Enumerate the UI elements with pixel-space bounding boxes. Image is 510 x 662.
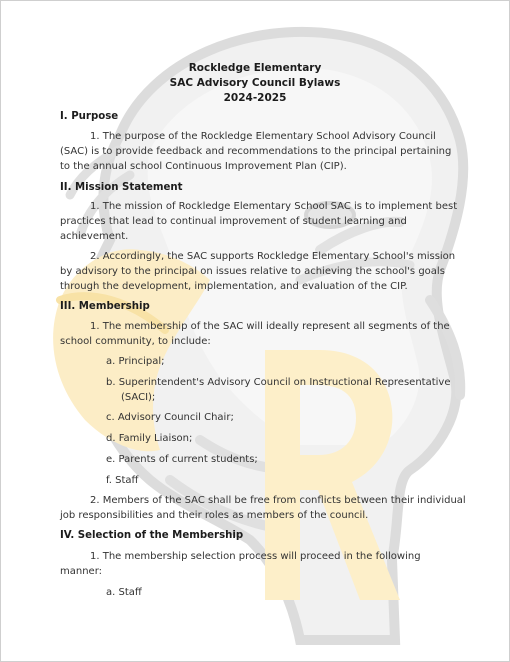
paragraph-line: through the development, implementation, and evaluation of the CIP.	[60, 281, 408, 292]
paragraph-line: (SAC) is to provide feedback and recommendations to the principal pertaining	[60, 146, 452, 157]
paragraph-line: 1. The purpose of the Rockledge Elementary School Advisory Council	[90, 131, 436, 142]
paragraph-line: 1. The membership of the SAC will ideally represent all segments of the	[90, 321, 450, 332]
list-item: (SACI);	[121, 392, 156, 403]
section-heading-selection: IV. Selection of the Membership	[60, 530, 244, 541]
paragraph-line: 1. The mission of Rockledge Elementary School SAC is to implement best	[90, 201, 458, 212]
paragraph-line: achievement.	[60, 231, 129, 242]
paragraph-line: manner:	[60, 566, 103, 577]
section-heading-purpose: I. Purpose	[60, 111, 119, 122]
section-heading-membership: III. Membership	[60, 301, 150, 312]
paragraph-line: job responsibilities and their roles as members of the council.	[60, 510, 369, 521]
list-item: d. Family Liaison;	[106, 433, 193, 444]
paragraph-line: school community, to include:	[60, 336, 211, 347]
list-item: b. Superintendent's Advisory Council on Instructional Representative	[106, 377, 451, 388]
document-title-school: Rockledge Elementary	[188, 62, 322, 74]
paragraph-line: 1. The membership selection process will proceed in the following	[90, 551, 421, 562]
list-item: e. Parents of current students;	[106, 454, 258, 465]
list-item: f. Staff	[106, 475, 139, 486]
paragraph-line: to the annual school Continuous Improvement Plan (CIP).	[60, 161, 347, 172]
paragraph-line: by advisory to the principal on issues relative to achieving the school's goals	[60, 266, 445, 277]
paragraph-line: 2. Members of the SAC shall be free from conflicts between their individual	[90, 495, 466, 506]
list-item: a. Principal;	[106, 356, 165, 367]
paragraph-line: 2. Accordingly, the SAC supports Rockledge Elementary School's mission	[90, 251, 456, 262]
paragraph-line: practices that lead to continual improvement of student learning and	[60, 216, 407, 227]
document-title-year: 2024-2025	[223, 92, 287, 104]
list-item: c. Advisory Council Chair;	[106, 412, 234, 423]
section-heading-mission: II. Mission Statement	[60, 182, 183, 193]
list-item: a. Staff	[106, 587, 142, 598]
document-title-bylaws: SAC Advisory Council Bylaws	[169, 77, 341, 89]
